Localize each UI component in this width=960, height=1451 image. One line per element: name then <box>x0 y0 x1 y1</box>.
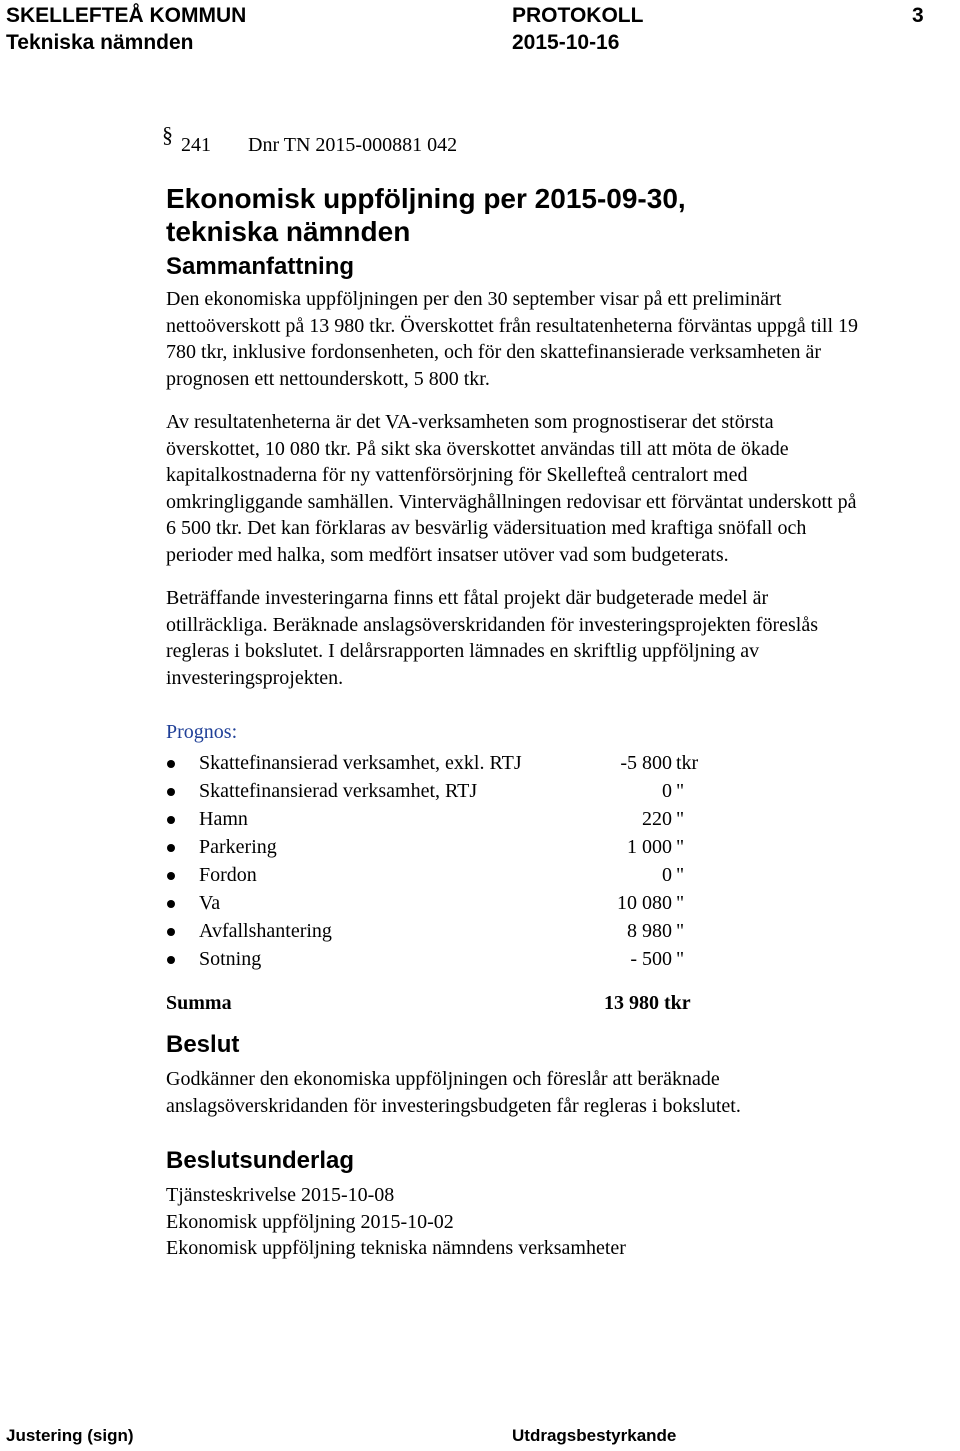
item-unit: " <box>676 892 685 914</box>
item-value: 8 980 <box>627 920 672 942</box>
header-committee: Tekniska nämnden <box>6 31 194 54</box>
underlag-item: Tjänsteskrivelse 2015-10-08 <box>166 1184 395 1206</box>
summary-paragraph-3: Beträffande investeringarna finns ett fåtal projekt där budgeterade medel är otillräckliga. Beräknade anslagsöverskridanden för investeringsprojekten föreslås regleras i bokslutet. I delårsrapporten lämnades en skriftlig uppföljning av investeringsprojekten. <box>166 587 819 689</box>
case-line <box>162 122 866 161</box>
item-label: Skattefinansierad verksamhet, RTJ <box>199 780 478 802</box>
list-item <box>166 833 866 861</box>
item-value: - 500 <box>630 948 672 970</box>
title-line-1: Ekonomisk uppföljning per 2015-09-30, <box>166 183 686 214</box>
list-item <box>166 805 866 833</box>
underlag-item: Ekonomisk uppföljning 2015-10-02 <box>166 1210 454 1233</box>
bullet-icon <box>167 900 175 908</box>
item-value: 0 <box>662 864 672 886</box>
prognos-label: Prognos: <box>166 721 238 743</box>
item-label: Parkering <box>199 836 277 858</box>
item-label: Sotning <box>199 948 262 970</box>
item-unit: " <box>676 864 685 886</box>
title-line-2: tekniska nämnden <box>166 216 411 247</box>
summa-value: 13 980 tkr <box>604 992 691 1014</box>
bullet-icon <box>167 928 175 936</box>
case-dnr: Dnr TN 2015-000881 042 <box>248 134 458 156</box>
item-unit: " <box>676 808 685 830</box>
summary-heading: Sammanfattning <box>166 253 355 280</box>
item-value: -5 800 <box>620 752 672 774</box>
bullet-icon <box>167 956 175 964</box>
item-label: Fordon <box>199 864 257 886</box>
item-unit: tkr <box>676 752 699 774</box>
item-label: Avfallshantering <box>199 920 332 942</box>
summa-label: Summa <box>166 992 232 1014</box>
summa-row <box>166 989 866 1019</box>
list-item <box>166 889 866 917</box>
item-label: Va <box>199 892 221 914</box>
beslutsunderlag-heading: Beslutsunderlag <box>166 1147 355 1174</box>
case-number: 241 <box>181 134 211 156</box>
prognos-list <box>166 749 866 973</box>
summary-paragraph-1: Den ekonomiska uppföljningen per den 30 september visar på ett preliminärt nettoöverskott på 13 980 tkr. Överskottet från resultatenheterna förväntas uppgå till 19 780 tkr, inklusive fordonsenheten, och för den skattefinansierade verksamheten är prognosen ett nettounderskott, 5 800 tkr. <box>166 288 859 390</box>
item-label: Skattefinansierad verksamhet, exkl. RTJ <box>199 752 522 774</box>
list-item <box>166 917 866 945</box>
section-mark: § <box>162 122 173 147</box>
bullet-icon <box>167 816 175 824</box>
summary-paragraph-2: Av resultatenheterna är det VA-verksamheten som prognostiserar det största överskottet, 10 080 tkr. På sikt ska överskottet användas till att möta de ökade kapitalkostnaderna för ny vattenförsörjning för Skellefteå centralort med omkringliggande samhällen. Vinterväghållningen redovisar ett förväntat underskott på 6 500 tkr. Det kan förklaras av besvärlig vädersituation med kraftiga snöfall och perioder med halka, som medfört insatser utöver vad som budgeterats. <box>166 411 857 566</box>
page-title <box>166 182 866 248</box>
header-date: 2015-10-16 <box>512 31 620 54</box>
protocol-body <box>162 122 866 1262</box>
list-item <box>166 749 866 777</box>
footer-justering: Justering (sign) <box>6 1426 134 1445</box>
item-value: 1 000 <box>627 836 672 858</box>
header-org: SKELLEFTEÅ KOMMUN <box>6 4 247 27</box>
item-value: 0 <box>662 780 672 802</box>
list-item <box>166 861 866 889</box>
header-doc-type: PROTOKOLL <box>512 4 644 27</box>
bullet-icon <box>167 788 175 796</box>
bullet-icon <box>167 760 175 768</box>
footer-utdragsbestyrkande: Utdragsbestyrkande <box>512 1426 677 1445</box>
underlag-item: Ekonomisk uppföljning tekniska nämndens verksamheter <box>166 1237 626 1259</box>
item-label: Hamn <box>199 808 248 830</box>
page-number: 3 <box>912 4 924 27</box>
item-unit: " <box>676 836 685 858</box>
item-value: 10 080 <box>617 892 672 914</box>
beslutsunderlag-list <box>166 1182 866 1262</box>
beslut-heading: Beslut <box>166 1031 240 1058</box>
beslut-text: Godkänner den ekonomiska uppföljningen och föreslår att beräknade anslagsöverskridanden för investeringsbudgeten får regleras i bokslutet. <box>166 1068 741 1117</box>
bullet-icon <box>167 872 175 880</box>
item-unit: " <box>676 780 685 802</box>
list-item <box>166 777 866 805</box>
item-unit: " <box>676 948 685 970</box>
item-value: 220 <box>642 808 672 830</box>
bullet-icon <box>167 844 175 852</box>
item-unit: " <box>676 920 685 942</box>
list-item <box>166 945 866 973</box>
